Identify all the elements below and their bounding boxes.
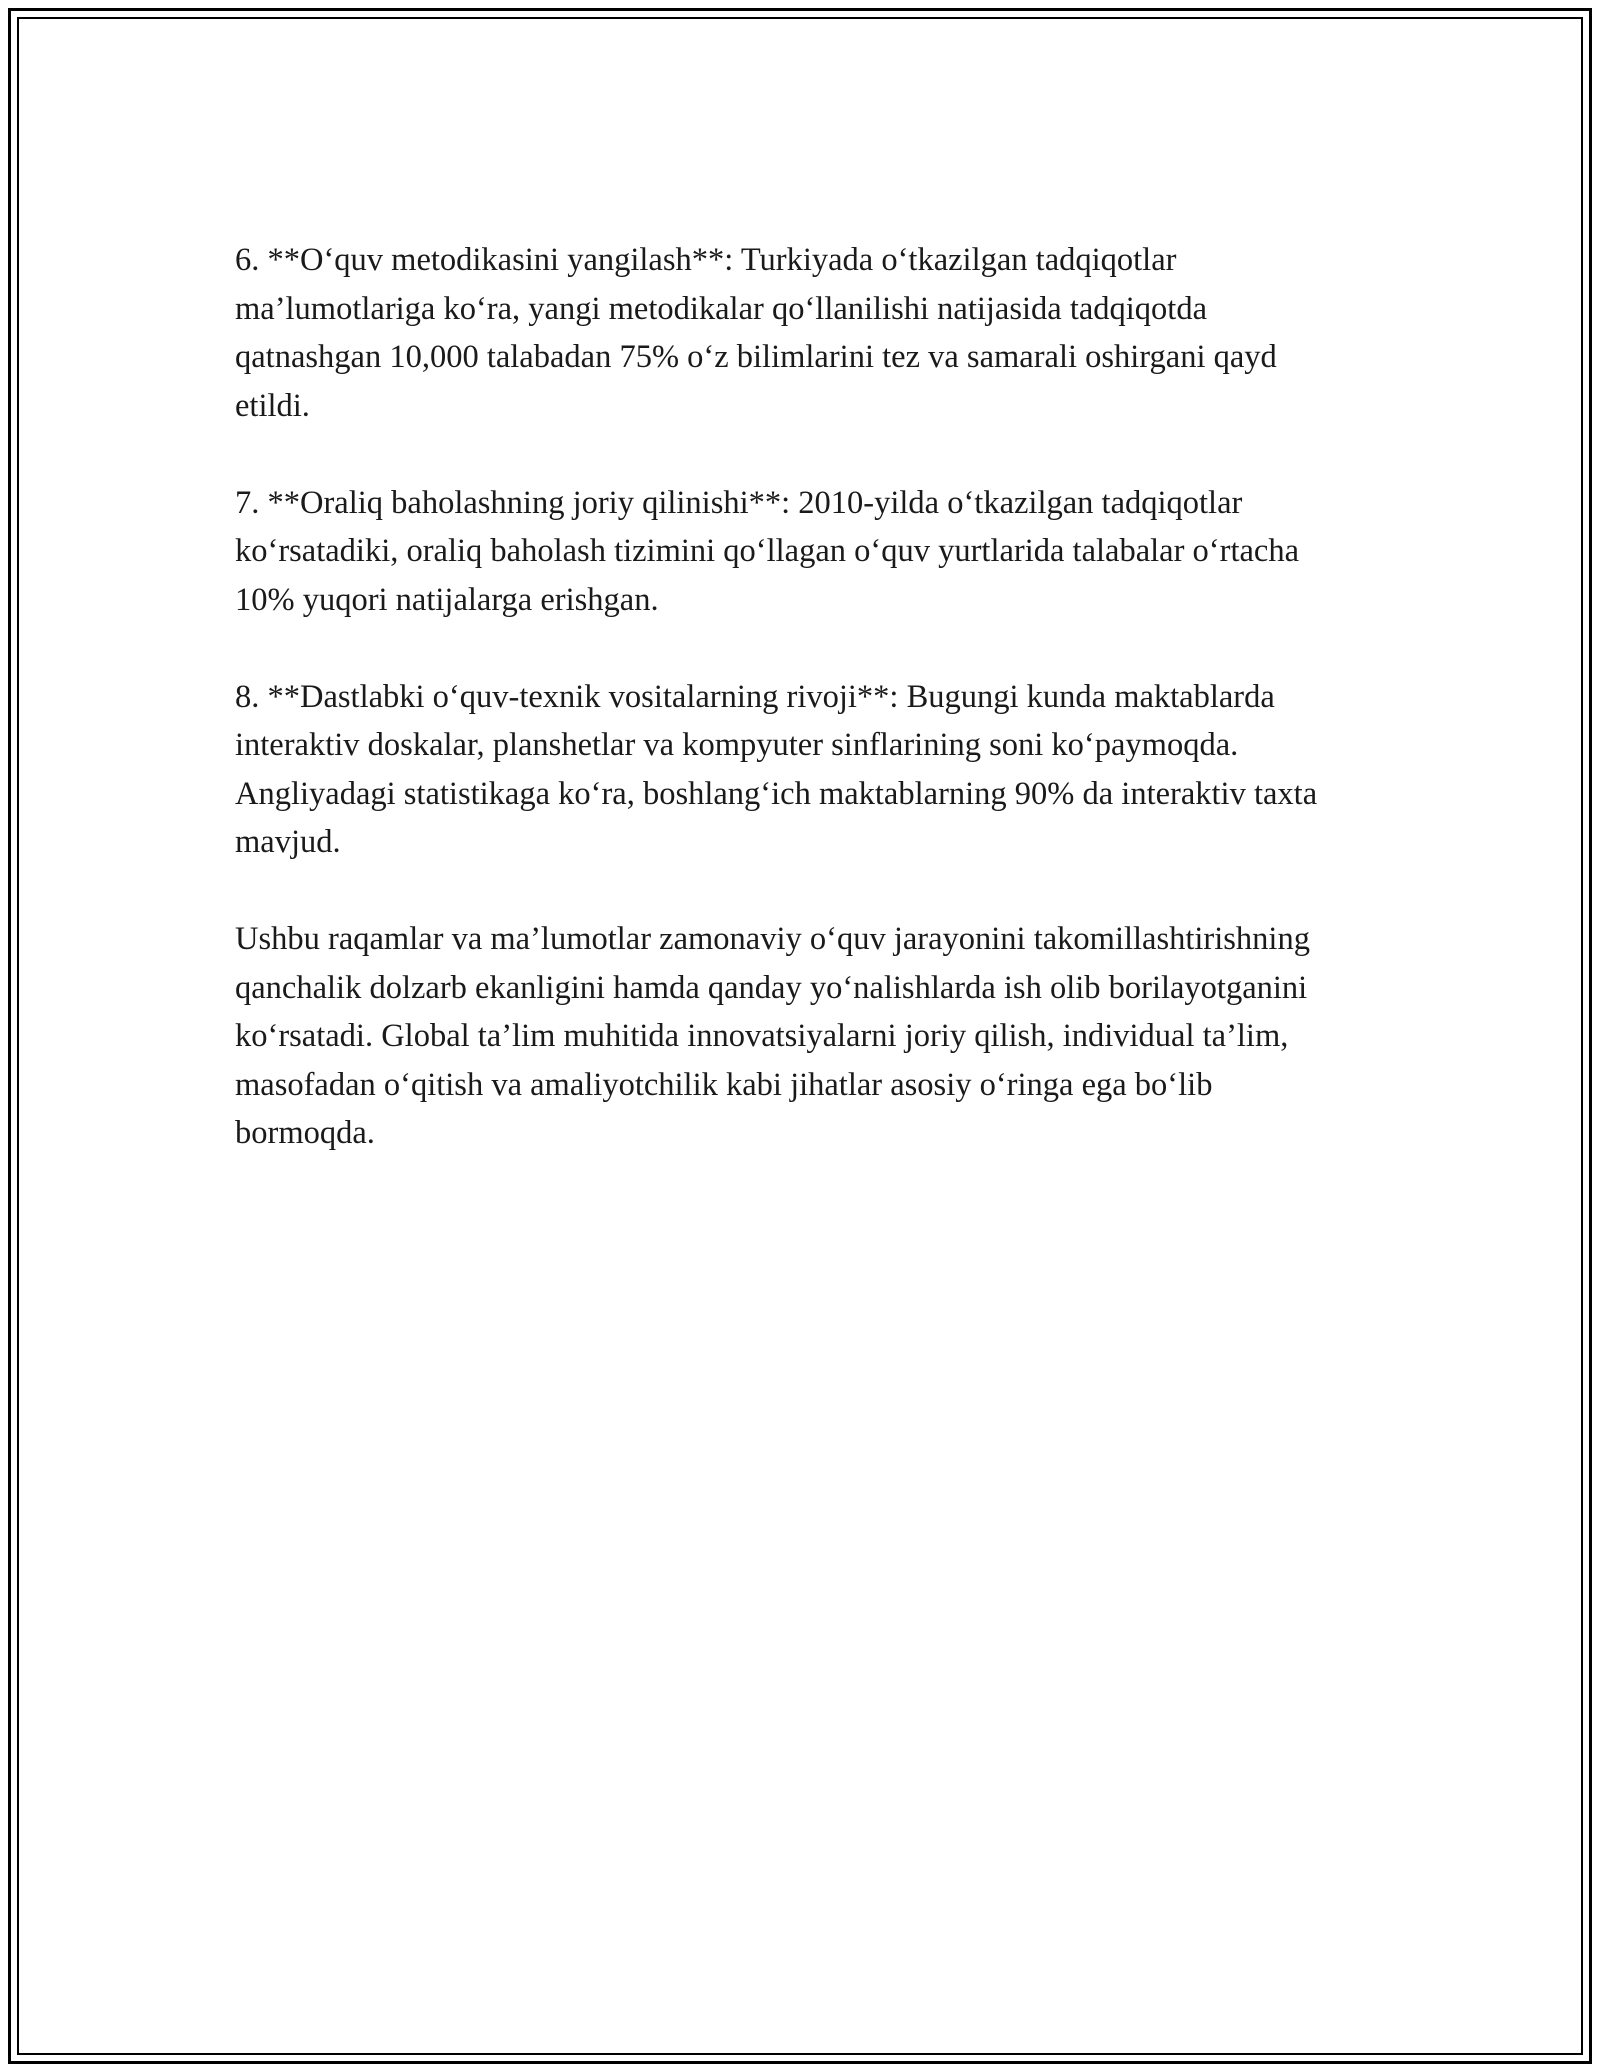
document-body: [235, 236, 1355, 1206]
paragraph-conclusion: Ushbu raqamlar va ma’lumotlar zamonaviy o‘quv jarayonini takomillashtirishning qanchalik dolzarb ekanligini hamda qanday yo‘nalishlarda ish olib borilayotganini ko‘rsatadi. Global ta’lim muhitida innovatsiyalarni joriy qilish, individual ta’lim, masofadan o‘qitish va amaliyotchilik kabi jihatlar asosiy o‘ringa ega bo‘lib bormoqda.: [235, 921, 1310, 1151]
paragraph-item-7: 7. **Oraliq baholashning joriy qilinishi**: 2010-yilda o‘tkazilgan tadqiqotlar ko‘rsatadiki, oraliq baholash tizimini qo‘llagan o‘quv yurtlarida talabalar o‘rtacha 10% yuqori natijalarga erishgan.: [235, 484, 1299, 618]
paragraph-item-6: 6. **O‘quv metodikasini yangilash**: Turkiyada o‘tkazilgan tadqiqotlar ma’lumotlariga ko‘ra, yangi metodikalar qo‘llanilishi natijasida tadqiqotda qatnashgan 10,000 talabadan 75% o‘z bilimlarini tez va samarali oshirgani qayd etildi.: [235, 242, 1277, 424]
paragraph-item-8: 8. **Dastlabki o‘quv-texnik vositalarning rivoji**: Bugungi kunda maktablarda interaktiv doskalar, planshetlar va kompyuter sinflarining soni ko‘paymoqda. Angliyadagi statistikaga ko‘ra, boshlang‘ich maktablarning 90% da interaktiv taxta mavjud.: [235, 678, 1318, 860]
